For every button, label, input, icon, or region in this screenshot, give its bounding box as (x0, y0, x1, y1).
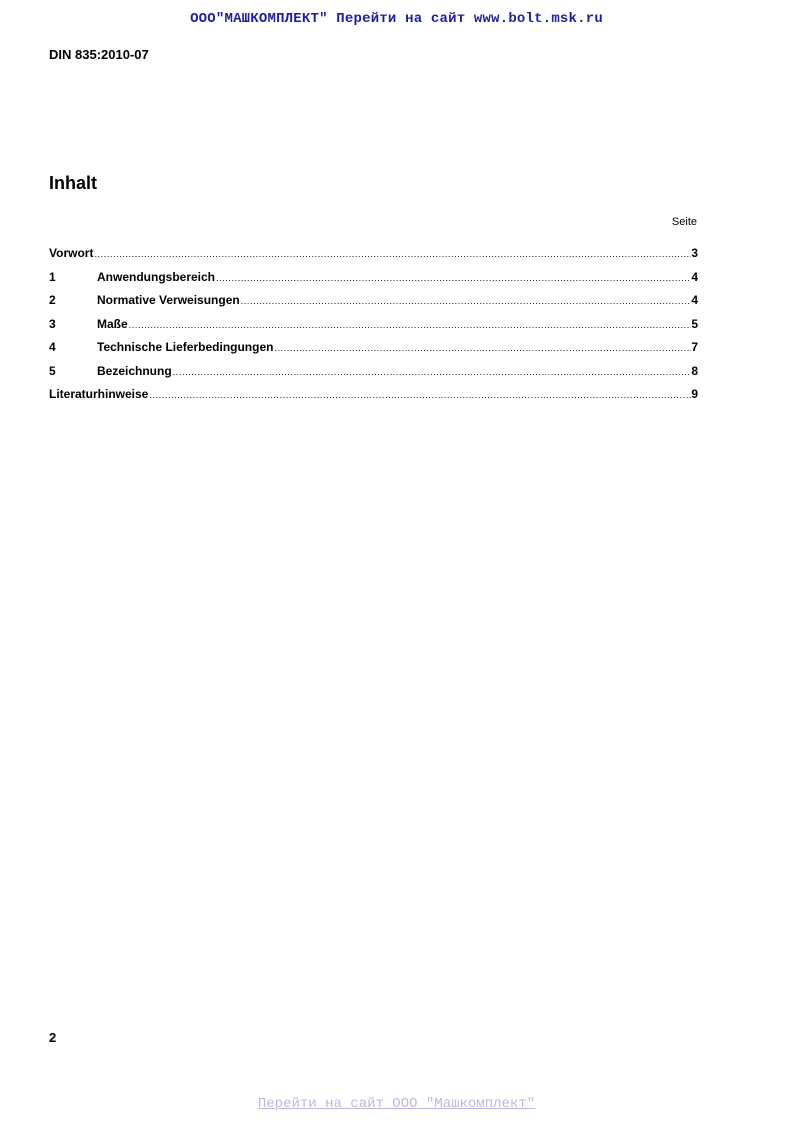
toc-leader-dots (148, 390, 691, 400)
page-column-label: Seite (671, 216, 697, 228)
toc-entry-page: 4 (691, 293, 698, 307)
toc-entry-page: 3 (691, 246, 698, 260)
toc-leader-dots (93, 249, 691, 259)
toc-entry-page: 7 (691, 340, 698, 354)
toc-entry-bezeichnung[interactable] (49, 364, 698, 388)
toc-entry-vorwort[interactable] (49, 246, 698, 270)
toc-leader-dots (240, 296, 692, 306)
toc-entry-technische-lieferbedingungen[interactable] (49, 340, 698, 364)
toc-leader-dots (128, 320, 692, 330)
toc-entry-page: 4 (691, 269, 698, 284)
toc-entry-normative-verweisungen[interactable] (49, 293, 698, 317)
toc-entry-page: 5 (691, 316, 698, 331)
toc-heading: Inhalt (49, 173, 97, 193)
page-number: 2 (49, 1030, 57, 1045)
table-of-contents (49, 246, 698, 411)
top-banner-link[interactable]: ООО"МАШКОМПЛЕКТ" Перейти на сайт www.bolt.msk.ru (190, 11, 603, 27)
toc-entry-title: Normative Verweisungen (97, 293, 240, 307)
bottom-site-link[interactable]: Перейти на сайт ООО "Машкомплект" (257, 1096, 536, 1112)
toc-entry-masse[interactable] (49, 317, 698, 341)
toc-entry-number: 4 (49, 340, 56, 354)
toc-entry-literaturhinweise[interactable] (49, 387, 698, 411)
toc-entry-number: 3 (49, 316, 56, 331)
toc-entry-title: Anwendungsbereich (97, 269, 216, 284)
toc-entry-page: 9 (691, 387, 698, 401)
document-id: DIN 835:2010-07 (49, 47, 149, 62)
toc-leader-dots (172, 367, 692, 377)
toc-entry-number: 2 (49, 293, 56, 307)
toc-entry-title: Technische Lieferbedingungen (97, 340, 274, 354)
toc-entry-title: Bezeichnung (97, 363, 172, 378)
toc-leader-dots (273, 343, 691, 353)
toc-entry-page: 8 (691, 363, 698, 378)
toc-entry-anwendungsbereich[interactable] (49, 270, 698, 294)
toc-entry-title: Literaturhinweise (49, 387, 149, 401)
toc-entry-title: Maße (97, 316, 128, 331)
toc-entry-title: Vorwort (49, 246, 94, 260)
toc-leader-dots (215, 273, 691, 283)
toc-entry-number: 1 (49, 269, 56, 284)
toc-entry-number: 5 (49, 363, 56, 378)
